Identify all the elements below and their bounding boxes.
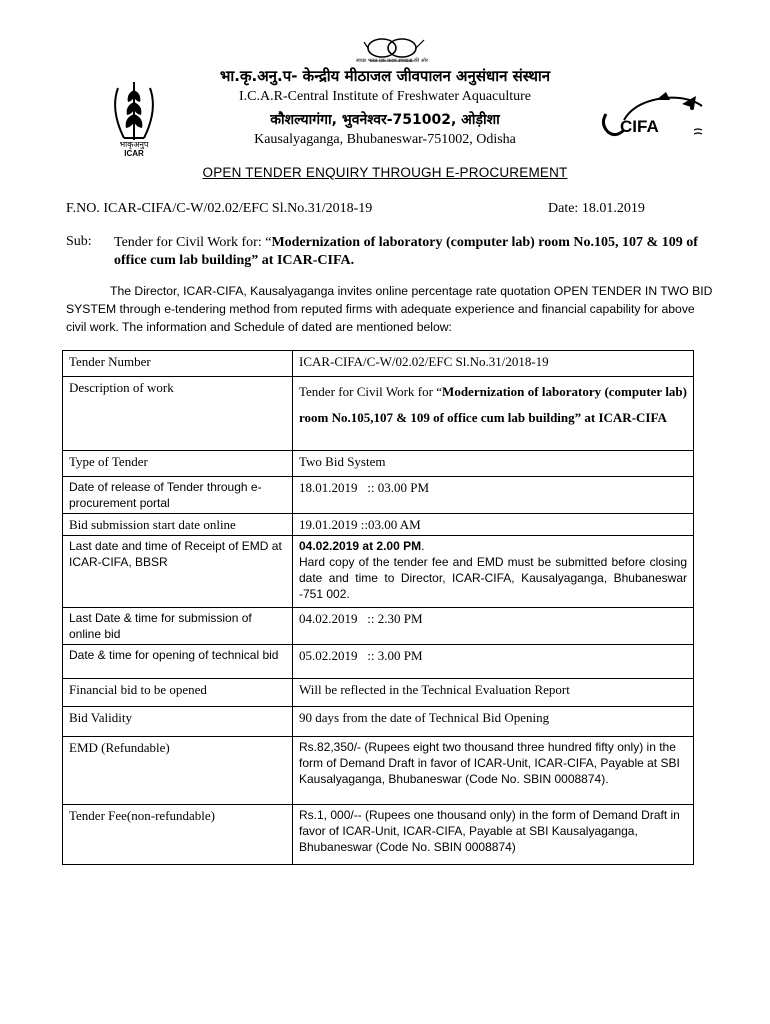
row-value-emd-receipt: 04.02.2019 at 2.00 PM. Hard copy of the tender fee and EMD must be submitted before closing date and time to Director, ICAR-CIFA, Kausalyaganga, Bhubaneswar -751 002.: [293, 536, 694, 608]
intro-paragraph: [66, 282, 716, 336]
row-value-technical-bid: 05.02.2019 :: 3.00 PM: [293, 645, 694, 679]
row-label-release: Date of release of Tender through e-procurement portal: [63, 477, 293, 514]
row-value-financial-bid: Will be reflected in the Technical Evaluation Report: [293, 679, 694, 707]
table-row: [63, 514, 694, 536]
row-label-validity: Bid Validity: [63, 707, 293, 737]
file-number: F.NO. ICAR-CIFA/C-W/02.02/EFC Sl.No.31/2018-19: [66, 201, 373, 216]
row-value-validity: 90 days from the date of Technical Bid Opening: [293, 707, 694, 737]
emd-receipt-note: Hard copy of the tender fee and EMD must be submitted before closing date and time to Director, ICAR-CIFA, Kausalyaganga, Bhubaneswar -751 002.: [299, 555, 687, 601]
subject-label: Sub:: [66, 234, 92, 249]
row-value-tender-number: ICAR-CIFA/C-W/02.02/EFC Sl.No.31/2018-19: [293, 351, 694, 377]
table-row: [63, 737, 694, 805]
table-row: [63, 645, 694, 679]
table-row: [63, 351, 694, 377]
row-value-emd: Rs.82,350/- (Rupees eight two thousand three hundred fifty only) in the form of Demand Draft in favor of ICAR-Unit, ICAR-CIFA, Payable at SBI Kausalyaganga, Bhubaneswar (Code No. SBIN 0008874).: [293, 737, 694, 805]
letterhead: [0, 36, 770, 156]
icar-logo-hindi: भाकृअनुप: [119, 140, 149, 149]
tender-schedule-table: [62, 350, 694, 865]
row-value-release: 18.01.2019 :: 03.00 PM: [293, 477, 694, 514]
row-label-financial-bid: Financial bid to be opened: [63, 679, 293, 707]
row-value-bid-start: 19.01.2019 ::03.00 AM: [293, 514, 694, 536]
row-value-type: Two Bid System: [293, 451, 694, 477]
document-date: Date: 18.01.2019: [548, 201, 645, 216]
emd-receipt-date: 04.02.2019 at 2.00 PM: [299, 539, 422, 553]
table-row: [63, 477, 694, 514]
row-label-fee: Tender Fee(non-refundable): [63, 805, 293, 865]
table-row: [63, 377, 694, 451]
institute-name-hindi: भा.कृ.अनु.प- केन्द्रीय मीठाजल जीवपालन अनुसंधान संस्थान: [219, 67, 551, 85]
row-label-description: Description of work: [63, 377, 293, 451]
icar-logo-label: [108, 140, 160, 158]
document-title: OPEN TENDER ENQUIRY THROUGH E-PROCUREMENT: [202, 165, 568, 180]
table-row: [63, 805, 694, 865]
emblem-caption: स्वच्छ भारत एक कदम स्वच्छता की ओर: [356, 58, 428, 64]
table-row: [63, 679, 694, 707]
institute-address-hindi: कौशल्यागंगा, भुवनेश्वर-751002, ओड़ीशा: [270, 112, 500, 128]
table-row: [63, 536, 694, 608]
row-value-fee: Rs.1, 000/-- (Rupees one thousand only) in the form of Demand Draft in favor of ICAR-Unit, ICAR-CIFA, Payable at SBI Kausalyaganga, Bhubaneswar (Code No. SBIN 0008874): [293, 805, 694, 865]
institute-name-english: I.C.A.R-Central Institute of Freshwater Aquaculture: [239, 89, 531, 104]
subject-text: [114, 234, 704, 270]
row-label-emd-receipt: Last date and time of Receipt of EMD at ICAR-CIFA, BBSR: [63, 536, 293, 608]
row-label-tender-number: Tender Number: [63, 351, 293, 377]
table-row: [63, 707, 694, 737]
description-bold: Modernization of laboratory (computer lab) room No.105,107 & 109 of office cum lab building” at ICAR-CIFA: [299, 384, 687, 425]
table-row: [63, 451, 694, 477]
table-row: [63, 608, 694, 645]
icar-logo-text: ICAR: [124, 149, 144, 158]
cifa-fish-logo-icon: [594, 86, 714, 146]
institute-address-english: Kausalyaganga, Bhubaneswar-751002, Odisha: [254, 132, 516, 147]
intro-text: The Director, ICAR-CIFA, Kausalyaganga invites online percentage rate quotation OPEN TENDER IN TWO BID SYSTEM through e-tendering method from reputed firms with adequate experience and financial capability for above civil work. The information and Schedule of dated are mentioned below:: [66, 284, 713, 334]
row-label-technical-bid: Date & time for opening of technical bid: [63, 645, 293, 679]
row-label-bid-start: Bid submission start date online: [63, 514, 293, 536]
subject-bold: Modernization of laboratory (computer lab) room No.105, 107 & 109 of office cum lab building” at ICAR-CIFA.: [114, 235, 698, 268]
row-label-type: Type of Tender: [63, 451, 293, 477]
row-value-online-bid: 04.02.2019 :: 2.30 PM: [293, 608, 694, 645]
description-prefix: Tender for Civil Work for “: [299, 384, 443, 399]
cifa-logo-text: CIFA: [620, 117, 659, 136]
row-label-online-bid: Last Date & time for submission of online bid: [63, 608, 293, 645]
row-label-emd: EMD (Refundable): [63, 737, 293, 805]
row-value-description: [293, 377, 694, 451]
subject-prefix: Tender for Civil Work for: “: [114, 235, 272, 250]
